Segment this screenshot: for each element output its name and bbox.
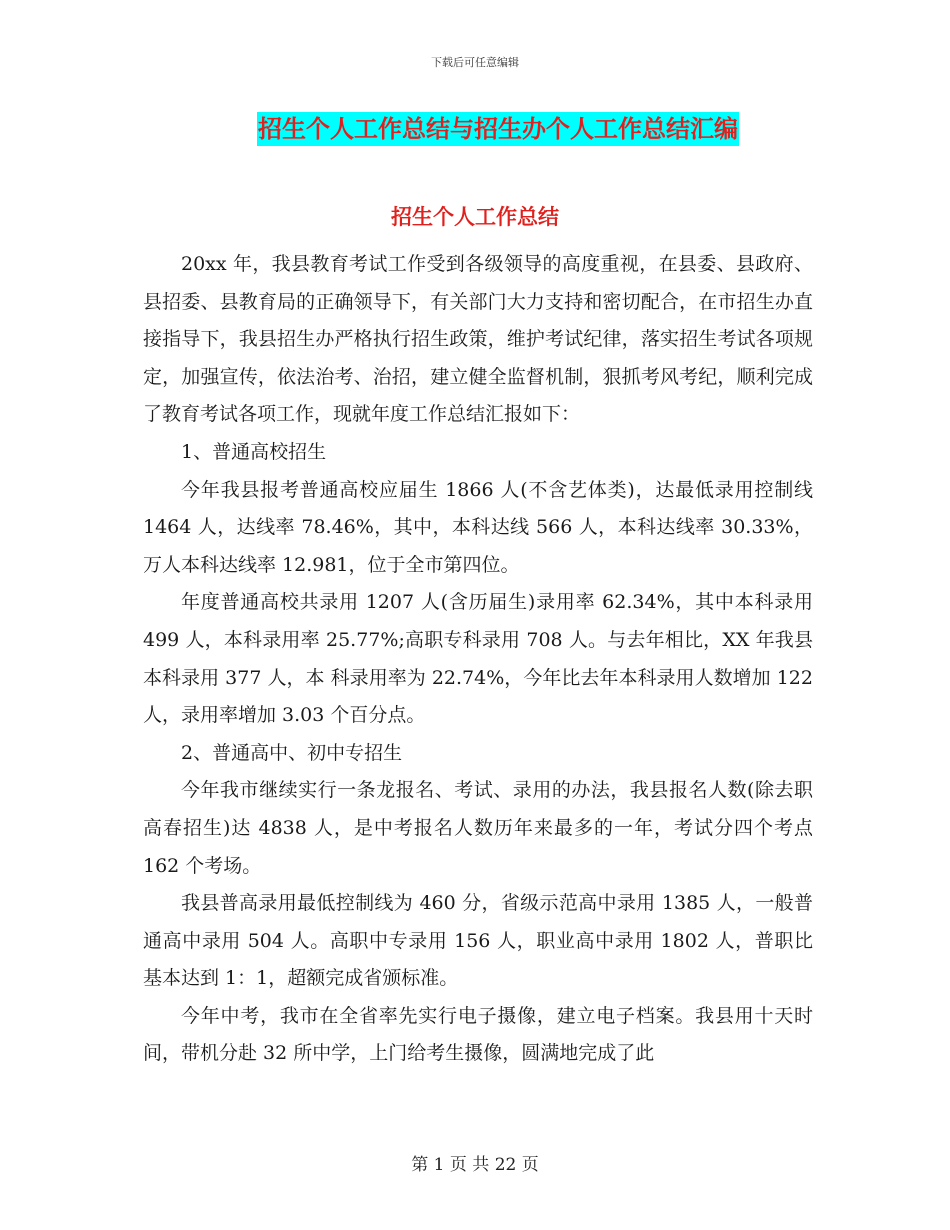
section-title: 招生个人工作总结 — [391, 205, 559, 229]
page-footer-number: 第 1 页 共 22 页 — [411, 1155, 539, 1175]
heading-highschool-admission: 2、普通高中、初中专招生 — [181, 741, 403, 764]
paragraph-college-enrollment: 年度普通高校共录用 1207 人(含历届生)录用率 62.34%，其中本科录用 499 人，本科录用率 25.77%;高职专科录用 708 人。与去年相比，XX 年我县本科录用 377 人，本 科录用率为 22.74%，今年比去年本科录用人数增加 122 人，录用率增加 3.03 个百分点。 — [143, 591, 813, 727]
document-title: 招生个人工作总结与招生办个人工作总结汇编 — [257, 112, 739, 146]
paragraph-electronic-archive: 今年中考，我市在全省率先实行电子摄像，建立电子档案。我县用十天时间，带机分赴 32 所中学，上门给考生摄像，圆满地完成了此 — [143, 1004, 813, 1065]
document-title-container — [0, 112, 950, 146]
page-header-note: 下载后可任意编辑 — [431, 56, 519, 69]
paragraph-college-applicants: 今年我县报考普通高校应届生 1866 人(不含艺体类)，达最低录用控制线 1464 人，达线率 78.46%，其中，本科达线 566 人，本科达线率 30.33%，万人本科达线率 12.981，位于全市第四位。 — [143, 478, 813, 576]
paragraph-intro: 20xx 年，我县教育考试工作受到各级领导的高度重视，在县委、县政府、县招委、县教育局的正确领导下，有关部门大力支持和密切配合，在市招生办直接指导下，我县招生办严格执行招生政策，维护考试纪律，落实招生考试各项规定，加强宣传，依法治考、治招，建立健全监督机制，狠抓考风考纪，顺利完成了教育考试各项工作，现就年度工作总结汇报如下： — [143, 253, 813, 426]
paragraph-highschool-registration: 今年我市继续实行一条龙报名、考试、录用的办法，我县报名人数(除去职高春招生)达 4838 人，是中考报名人数历年来最多的一年，考试分四个考点 162 个考场。 — [143, 779, 813, 877]
document-body — [143, 246, 813, 1073]
paragraph-highschool-enrollment: 我县普高录用最低控制线为 460 分，省级示范高中录用 1385 人，一般普通高中录用 504 人。高职中专录用 156 人，职业高中录用 1802 人，普职比基本达到 1：1，超额完成省颁标准。 — [143, 892, 813, 990]
heading-college-admission: 1、普通高校招生 — [181, 440, 327, 463]
